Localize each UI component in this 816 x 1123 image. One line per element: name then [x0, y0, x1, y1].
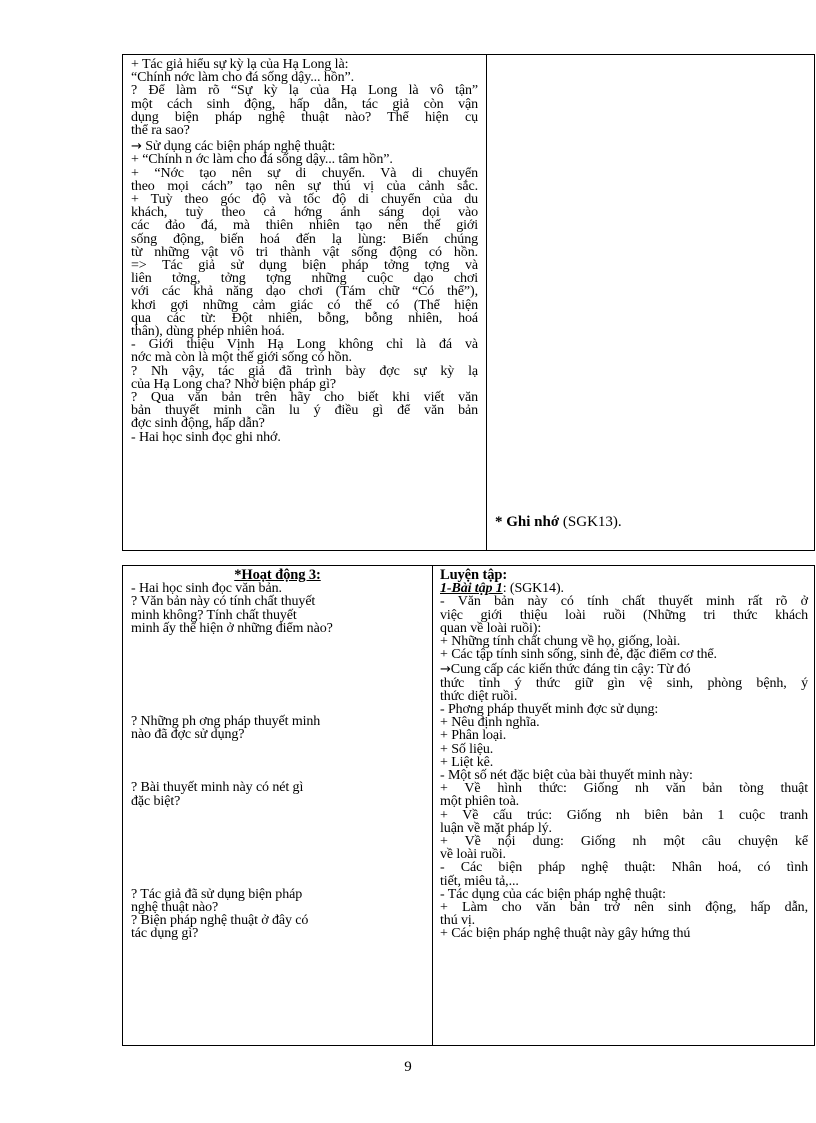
text-line: khách, tuỳ theo cả hớng ánh sáng dọi vào — [131, 205, 478, 221]
text-line: thể ra sao? — [131, 123, 190, 139]
text-line: qua các từ: Đột nhiên, bỗng, bỗng nhiên, hoá — [131, 310, 478, 326]
text-line-arrow: → Sử dụng các biện pháp nghệ thuật: — [131, 139, 336, 155]
table-2 — [122, 565, 815, 1046]
text-line: + Nêu định nghĩa. — [440, 715, 540, 731]
text-line: - Văn bản này có tính chất thuyết minh rất rõ ở — [440, 594, 808, 610]
table-1 — [122, 54, 815, 551]
text-line: thú vị. — [440, 913, 476, 929]
text-line: + Tuỳ theo góc độ và tốc độ di chuyển của du — [131, 192, 478, 208]
text-line: quan về loài ruồi): — [440, 620, 542, 636]
text-line: luận về mặt pháp lý. — [440, 820, 552, 836]
text-line-arrow: →Cung cấp các kiến thức đáng tin cậy: Từ đó — [440, 662, 691, 678]
table-1-right-cell — [486, 55, 814, 550]
text-line: ? Để làm rõ “Sự kỳ lạ của Hạ Long là vô tận” — [131, 83, 478, 99]
text-line: + Về cấu trúc: Giống nh biên bản 1 cuộc tranh — [440, 807, 808, 823]
text-line: + Về hình thức: Giống nh văn bản tòng thuật — [440, 781, 808, 797]
text-line: với các khả năng dạo chơi (Tám chữ “Có thể”), — [131, 284, 478, 300]
text-line: một phiên toà. — [440, 794, 520, 810]
page-number: 9 — [404, 1059, 412, 1075]
memo-reference: (SGK13). — [559, 514, 622, 530]
text-line: + Liệt kê. — [440, 754, 494, 770]
text-line: thức diệt ruồi. — [440, 688, 518, 704]
table-2-right-cell — [432, 566, 814, 1045]
text-line: “Chính nớc làm cho đá sống dậy... hồn”. — [131, 70, 355, 86]
text-line: - Hai học sinh đọc văn bản. — [131, 581, 282, 597]
text-line: - Phơng pháp thuyết minh đợc sử dụng: — [440, 702, 659, 718]
text-line: => Tác giả sử dụng biện pháp tởng tợng và — [131, 258, 478, 274]
text-line: theo mọi cách” tạo nên sự thú vị của cảnh sắc. — [131, 178, 478, 194]
text-line: + Những tính chất chung về họ, giống, loài. — [440, 634, 681, 650]
text-line: của Hạ Long cha? Nhờ biện pháp gì? — [131, 376, 336, 392]
table-1-left-cell — [123, 55, 486, 550]
exercise-label: 1-Bài tập 1 — [440, 581, 503, 597]
text-line: minh ấy thể hiện ở những điểm nào? — [131, 620, 333, 636]
text-line: + Phân loại. — [440, 728, 507, 744]
right-arrow-icon: → — [131, 139, 142, 155]
text-line: đặc biệt? — [131, 793, 181, 809]
text-line: sống động, biến hoá đến lạ lùng: Biến chúng — [131, 231, 478, 247]
text-line: + Các tập tính sinh sống, sinh đẻ, đặc điểm cơ thể. — [440, 647, 717, 663]
text-line: nghệ thuật nào? — [131, 900, 219, 916]
memo-note — [495, 514, 622, 531]
activity-heading: *Hoạt động 3: — [234, 567, 321, 583]
text-line: - Một số nét đặc biệt của bài thuyết minh này: — [440, 768, 693, 784]
text-line: nớc mà còn là một thế giới sống có hồn. — [131, 350, 352, 366]
text-line: + Số liệu. — [440, 741, 494, 757]
text-line: ? Bài thuyết minh này có nét gì — [131, 780, 304, 796]
text-line: - Hai học sinh đọc ghi nhớ. — [131, 429, 281, 445]
exercise-reference: : (SGK14). — [502, 581, 564, 597]
text-line: việc giới thiệu loài ruồi (Những tri thức khách — [440, 607, 808, 623]
text-line: - Giới thiệu Vịnh Hạ Long không chỉ là đá và — [131, 337, 478, 353]
text-line: tiết, miêu tả,... — [440, 873, 519, 889]
memo-label: * Ghi nhớ — [495, 514, 560, 530]
text-line: ? Những ph ơng pháp thuyết minh — [131, 714, 321, 730]
text-line: nào đã đợc sử dụng? — [131, 727, 245, 743]
text-line: ? Nh vậy, tác giả đã trình bày đợc sự kỳ lạ — [131, 363, 478, 379]
text-line: một cách sinh động, hấp dẫn, tác giả còn vận — [131, 96, 478, 112]
text-line: thân), dùng phép nhiên hoá. — [131, 324, 285, 340]
text-line: minh không? Tính chất thuyết — [131, 607, 297, 623]
text-line: khơi gợi những cảm giác có thể có (Thể hiện — [131, 297, 478, 313]
text-line: + “Nớc tạo nên sự di chuyển. Và di chuyển — [131, 165, 478, 181]
text-line: + Các biện pháp nghệ thuật này gây hứng thú — [440, 926, 691, 942]
table-2-left-cell — [123, 566, 432, 1045]
text-line: liên tởng, tởng tợng những cuộc dạo chơi — [131, 271, 478, 287]
text-line: ? Văn bản này có tính chất thuyết — [131, 594, 316, 610]
text-line: từ những vật vô tri thành vật sống động có hồn. — [131, 244, 478, 260]
text-line: + Về nội dung: Giống nh một câu chuyện kể — [440, 834, 808, 850]
text-line: ? Biện pháp nghệ thuật ở đây có — [131, 913, 309, 929]
text-line: tác dụng gì? — [131, 926, 199, 942]
text-line: bản thuyết minh cần lu ý điều gì để văn bản — [131, 403, 478, 419]
text-line: các đảo đá, mà thiên nhiên tạo nên thế giới — [131, 218, 478, 234]
text-line: + Làm cho văn bản trở nên sinh động, hấp dẫn, — [440, 900, 808, 916]
text-line: đợc sinh động, hấp dẫn? — [131, 416, 265, 432]
text-line: về loài ruồi. — [440, 847, 506, 863]
text-line: ? Qua văn bản trên hãy cho biết khi viết văn — [131, 390, 478, 406]
text-line: - Tác dụng của các biện pháp nghệ thuật: — [440, 886, 666, 902]
text-line: dụng biện pháp nghệ thuật nào? Thể hiện cụ — [131, 109, 478, 125]
text-line: + Tác giả hiểu sự kỳ lạ của Hạ Long là: — [131, 57, 349, 72]
text-line: thức tỉnh ý thức giữ gìn vệ sinh, phòng bệnh, ý — [440, 675, 808, 691]
practice-heading: Luyện tập: — [440, 567, 508, 583]
right-arrow-icon: → — [440, 662, 451, 678]
text-line: ? Tác giả đã sử dụng biện pháp — [131, 886, 303, 902]
text-line: - Các biện pháp nghệ thuật: Nhân hoá, có tình — [440, 860, 808, 876]
text-line: + “Chính n ớc làm cho đá sống dậy... tâm hồn”. — [131, 152, 393, 168]
